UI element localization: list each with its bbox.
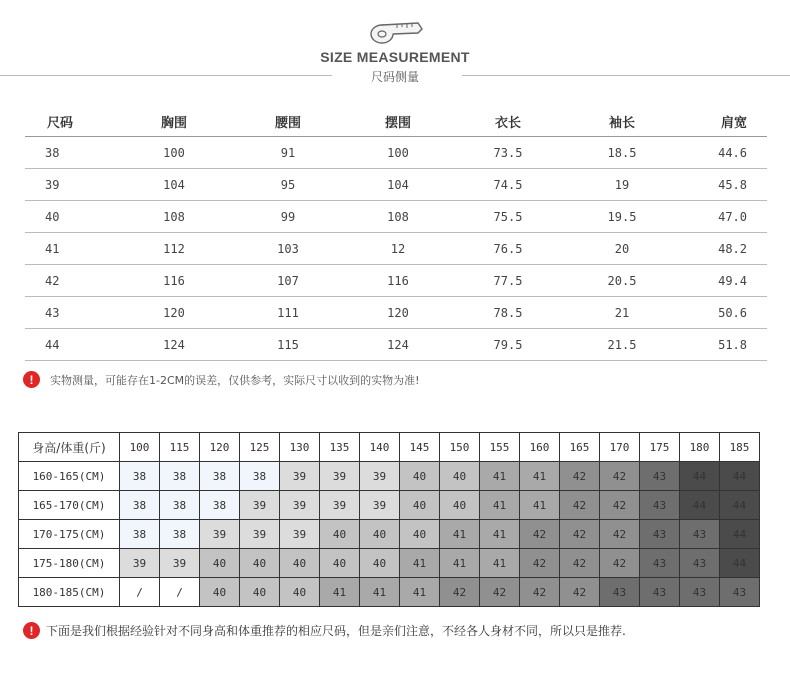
cell-waist: 107	[233, 265, 343, 297]
col-header-waist: 腰围	[233, 106, 343, 137]
table-row	[19, 549, 760, 578]
size-cell: 41	[440, 520, 480, 549]
size-cell: 39	[200, 520, 240, 549]
measurement-note-text: 实物测量，可能存在1-2CM的误差，仅供参考，实际尺寸以收到的实物为准!	[50, 373, 420, 387]
table-row	[19, 462, 760, 491]
size-cell: 43	[680, 549, 720, 578]
size-cell: 38	[160, 491, 200, 520]
height-weight-table	[18, 432, 760, 607]
cell-chest: 100	[115, 137, 233, 169]
measurement-body	[25, 137, 767, 361]
cell-chest: 124	[115, 329, 233, 361]
size-cell: 41	[480, 491, 520, 520]
cell-shoulder: 44.6	[681, 137, 767, 169]
size-cell: 39	[240, 520, 280, 549]
size-cell: 43	[640, 578, 680, 607]
cell-size: 43	[25, 297, 115, 329]
table-row	[25, 137, 767, 169]
cell-shoulder: 48.2	[681, 233, 767, 265]
weight-header: 115	[160, 433, 200, 462]
cell-sleeve: 19.5	[563, 201, 681, 233]
weight-header: 165	[560, 433, 600, 462]
cell-chest: 112	[115, 233, 233, 265]
table-row	[19, 491, 760, 520]
col-header-hem: 摆围	[343, 106, 453, 137]
col-header-chest: 胸围	[115, 106, 233, 137]
weight-header: 135	[320, 433, 360, 462]
size-cell: 38	[200, 462, 240, 491]
size-cell: 41	[520, 491, 560, 520]
size-cell: 42	[600, 462, 640, 491]
size-cell: 40	[320, 520, 360, 549]
col-header-length: 衣长	[453, 106, 563, 137]
size-cell: 43	[600, 578, 640, 607]
cell-shoulder: 47.0	[681, 201, 767, 233]
size-cell: 41	[480, 520, 520, 549]
size-cell: 38	[120, 520, 160, 549]
cell-sleeve: 20	[563, 233, 681, 265]
cell-size: 40	[25, 201, 115, 233]
col-header-shoulder: 肩宽	[681, 106, 767, 137]
size-cell: 42	[520, 549, 560, 578]
size-cell: 38	[160, 462, 200, 491]
cell-sleeve: 18.5	[563, 137, 681, 169]
cell-length: 73.5	[453, 137, 563, 169]
weight-header: 160	[520, 433, 560, 462]
size-cell: 41	[400, 549, 440, 578]
size-cell: 40	[360, 549, 400, 578]
cell-hem: 100	[343, 137, 453, 169]
size-cell: 40	[280, 578, 320, 607]
cell-length: 79.5	[453, 329, 563, 361]
cell-chest: 108	[115, 201, 233, 233]
size-cell: 44	[680, 491, 720, 520]
cell-chest: 120	[115, 297, 233, 329]
size-cell: 41	[440, 549, 480, 578]
table-row	[19, 578, 760, 607]
table-row	[25, 169, 767, 201]
size-cell: 42	[520, 578, 560, 607]
weight-header: 155	[480, 433, 520, 462]
cell-hem: 108	[343, 201, 453, 233]
cell-sleeve: 21	[563, 297, 681, 329]
size-cell: 41	[400, 578, 440, 607]
size-cell: 38	[160, 520, 200, 549]
weight-header: 145	[400, 433, 440, 462]
size-cell: 43	[640, 491, 680, 520]
size-cell: 40	[320, 549, 360, 578]
size-cell: 42	[560, 549, 600, 578]
size-cell: 44	[720, 462, 760, 491]
size-cell: /	[160, 578, 200, 607]
size-cell: 41	[480, 549, 520, 578]
height-range-label: 165-170(CM)	[19, 491, 120, 520]
size-cell: 42	[600, 549, 640, 578]
cell-size: 41	[25, 233, 115, 265]
cell-waist: 115	[233, 329, 343, 361]
size-cell: 38	[200, 491, 240, 520]
cell-hem: 104	[343, 169, 453, 201]
cell-length: 74.5	[453, 169, 563, 201]
size-cell: 44	[720, 549, 760, 578]
cell-size: 39	[25, 169, 115, 201]
table-row	[25, 329, 767, 361]
weight-header: 130	[280, 433, 320, 462]
col-header-size: 尺码	[25, 106, 115, 137]
cell-sleeve: 21.5	[563, 329, 681, 361]
size-cell: 41	[360, 578, 400, 607]
weight-header: 175	[640, 433, 680, 462]
table-row	[25, 297, 767, 329]
cell-waist: 99	[233, 201, 343, 233]
size-cell: 40	[240, 549, 280, 578]
size-cell: 43	[640, 549, 680, 578]
size-cell: 40	[200, 549, 240, 578]
cell-size: 44	[25, 329, 115, 361]
size-cell: 42	[480, 578, 520, 607]
col-header-sleeve: 袖长	[563, 106, 681, 137]
size-cell: 39	[160, 549, 200, 578]
size-cell: 38	[120, 462, 160, 491]
weight-header: 100	[120, 433, 160, 462]
size-cell: 41	[480, 462, 520, 491]
cell-size: 38	[25, 137, 115, 169]
cell-waist: 103	[233, 233, 343, 265]
cell-shoulder: 45.8	[681, 169, 767, 201]
size-cell: 42	[520, 520, 560, 549]
size-cell: 40	[240, 578, 280, 607]
size-cell: 39	[240, 491, 280, 520]
height-range-label: 170-175(CM)	[19, 520, 120, 549]
cell-length: 77.5	[453, 265, 563, 297]
cell-sleeve: 19	[563, 169, 681, 201]
hw-body	[19, 462, 760, 607]
cell-length: 75.5	[453, 201, 563, 233]
size-cell: 40	[280, 549, 320, 578]
table-row	[19, 520, 760, 549]
size-cell: 41	[320, 578, 360, 607]
measuring-tape-icon	[366, 20, 426, 48]
hw-corner-label: 身高/体重(斤)	[19, 433, 120, 462]
measurement-table	[25, 106, 767, 361]
size-cell: 39	[360, 462, 400, 491]
size-cell: 42	[560, 462, 600, 491]
cell-chest: 104	[115, 169, 233, 201]
warning-icon: !	[23, 371, 40, 388]
measurement-note	[23, 371, 420, 388]
size-cell: 38	[240, 462, 280, 491]
size-cell: 39	[280, 520, 320, 549]
cell-hem: 116	[343, 265, 453, 297]
weight-header: 140	[360, 433, 400, 462]
size-cell: 40	[400, 520, 440, 549]
size-cell: 40	[440, 462, 480, 491]
table-row	[25, 265, 767, 297]
cell-size: 42	[25, 265, 115, 297]
cell-waist: 95	[233, 169, 343, 201]
size-cell: 40	[440, 491, 480, 520]
cell-hem: 120	[343, 297, 453, 329]
cell-waist: 91	[233, 137, 343, 169]
height-range-label: 175-180(CM)	[19, 549, 120, 578]
weight-header: 185	[720, 433, 760, 462]
cell-sleeve: 20.5	[563, 265, 681, 297]
height-range-label: 160-165(CM)	[19, 462, 120, 491]
recommendation-note-text: 下面是我们根据经验针对不同身高和体重推荐的相应尺码，但是亲们注意，不经各人身材不同，所以只是推荐.	[46, 624, 626, 638]
weight-header: 150	[440, 433, 480, 462]
size-cell: 39	[320, 491, 360, 520]
size-cell: 40	[400, 462, 440, 491]
size-cell: 39	[280, 462, 320, 491]
title-english: SIZE MEASUREMENT	[320, 49, 470, 65]
weight-header: 180	[680, 433, 720, 462]
cell-shoulder: 50.6	[681, 297, 767, 329]
size-cell: 44	[680, 462, 720, 491]
size-cell: 44	[720, 491, 760, 520]
hw-header-row	[19, 433, 760, 462]
size-cell: 42	[600, 520, 640, 549]
weight-header: 120	[200, 433, 240, 462]
size-cell: 40	[200, 578, 240, 607]
cell-shoulder: 49.4	[681, 265, 767, 297]
warning-icon: !	[23, 622, 40, 639]
cell-length: 78.5	[453, 297, 563, 329]
size-cell: 43	[640, 520, 680, 549]
size-cell: 43	[720, 578, 760, 607]
header	[0, 0, 790, 90]
recommendation-note	[23, 622, 626, 639]
size-cell: 38	[120, 491, 160, 520]
table-row	[25, 201, 767, 233]
size-cell: 42	[440, 578, 480, 607]
size-cell: 40	[400, 491, 440, 520]
size-cell: 44	[720, 520, 760, 549]
size-cell: 42	[560, 520, 600, 549]
measurement-header-row	[25, 106, 767, 137]
height-range-label: 180-185(CM)	[19, 578, 120, 607]
size-cell: 40	[360, 520, 400, 549]
title-chinese: 尺码侧量	[370, 70, 419, 84]
cell-hem: 124	[343, 329, 453, 361]
table-row	[25, 233, 767, 265]
weight-header: 170	[600, 433, 640, 462]
size-cell: 43	[640, 462, 680, 491]
cell-hem: 12	[343, 233, 453, 265]
size-cell: /	[120, 578, 160, 607]
size-cell: 42	[560, 578, 600, 607]
cell-chest: 116	[115, 265, 233, 297]
cell-waist: 111	[233, 297, 343, 329]
size-cell: 43	[680, 578, 720, 607]
size-cell: 39	[360, 491, 400, 520]
cell-length: 76.5	[453, 233, 563, 265]
size-cell: 42	[600, 491, 640, 520]
size-cell: 39	[120, 549, 160, 578]
size-cell: 39	[320, 462, 360, 491]
weight-header: 125	[240, 433, 280, 462]
size-cell: 43	[680, 520, 720, 549]
size-cell: 41	[520, 462, 560, 491]
size-cell: 39	[280, 491, 320, 520]
cell-shoulder: 51.8	[681, 329, 767, 361]
size-cell: 42	[560, 491, 600, 520]
